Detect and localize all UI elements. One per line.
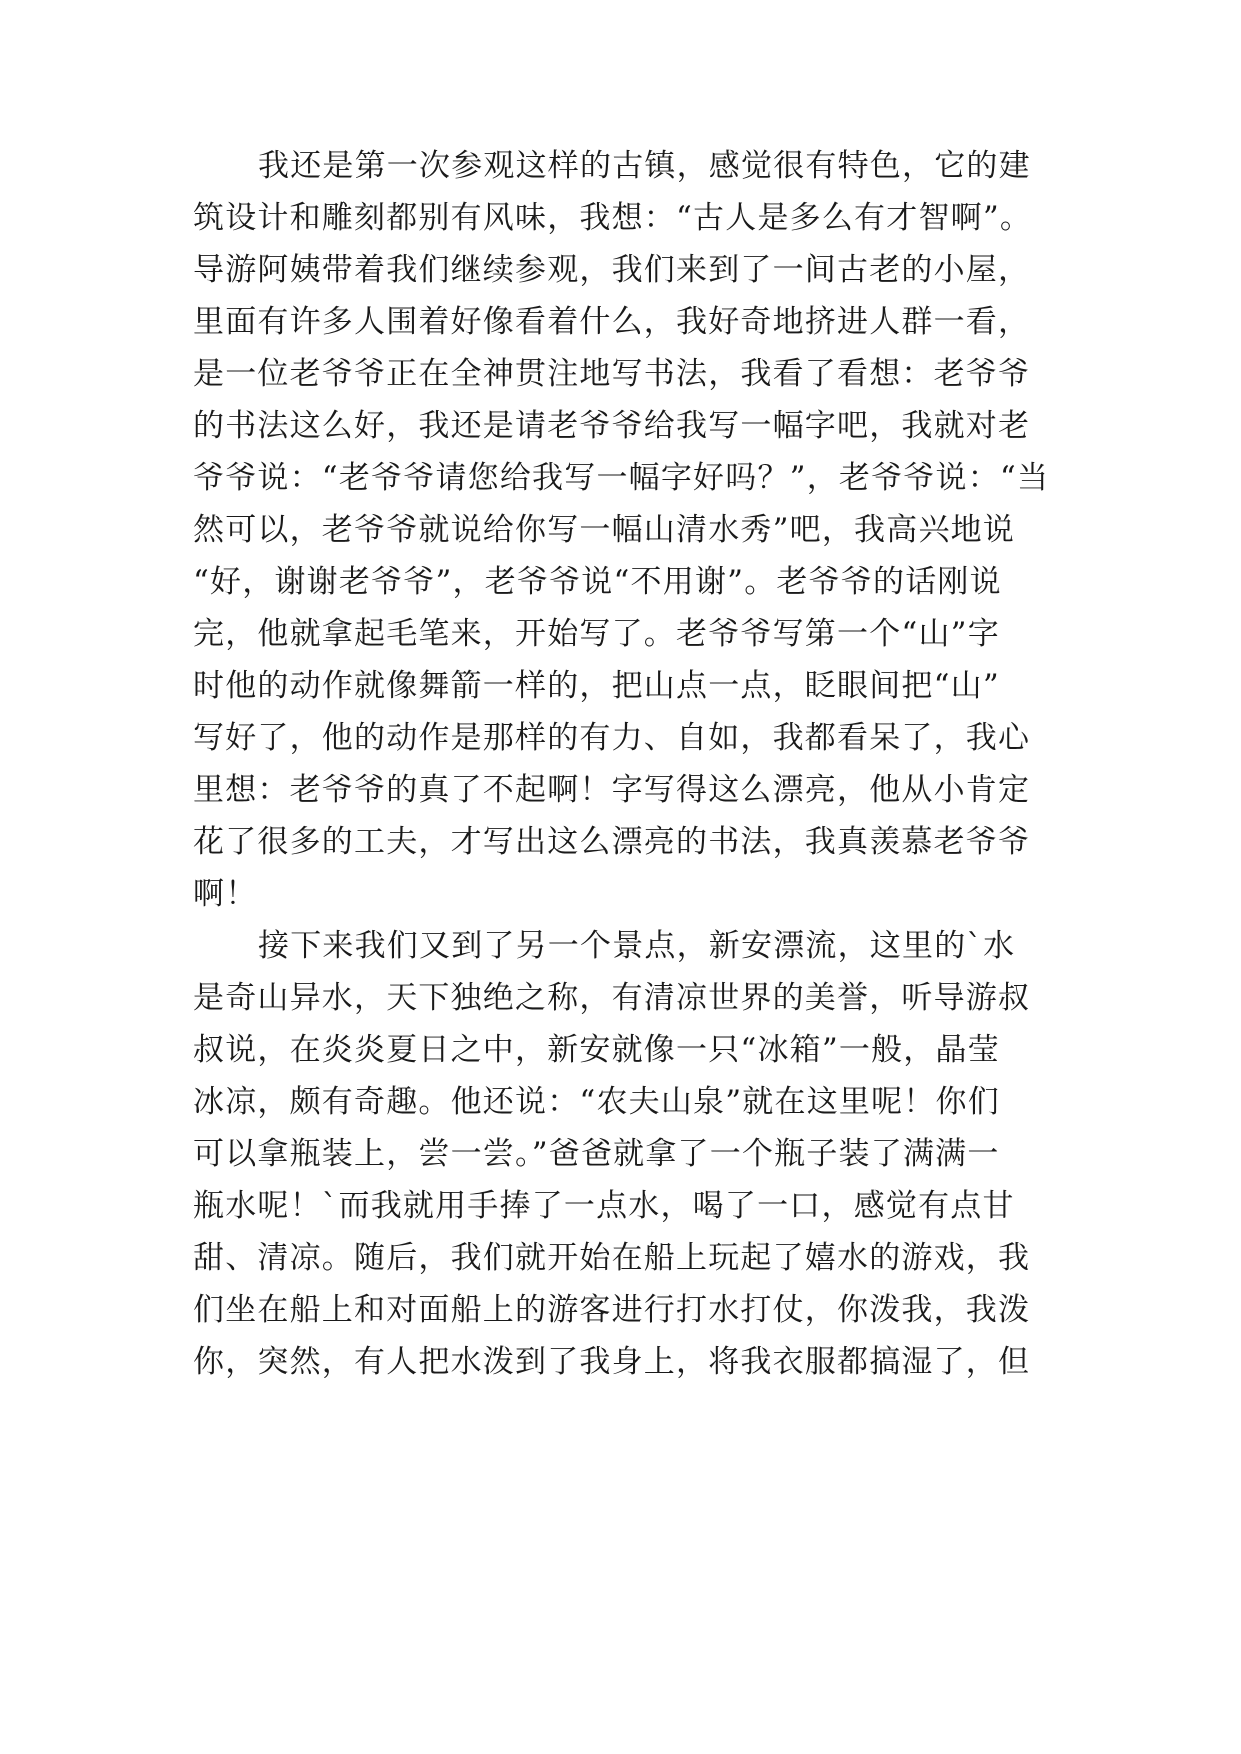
text-line: 可以拿瓶装上，尝一尝。”爸爸就拿了一个瓶子装了满满一 bbox=[193, 1136, 1000, 1172]
text-line: 叔说，在炎炎夏日之中，新安就像一只“冰箱”一般，晶莹 bbox=[193, 1032, 1000, 1068]
text-line: 是一位老爷爷正在全神贯注地写书法，我看了看想：老爷爷 bbox=[193, 356, 1031, 392]
text-line: 完，他就拿起毛笔来，开始写了。老爷爷写第一个“山”字 bbox=[193, 616, 1000, 652]
text-line: 的书法这么好，我还是请老爷爷给我写一幅字吧，我就对老 bbox=[193, 408, 1031, 444]
text-line: 里面有许多人围着好像看着什么，我好奇地挤进人群一看， bbox=[193, 304, 1031, 340]
text-line: 花了很多的工夫，才写出这么漂亮的书法，我真羡慕老爷爷 bbox=[193, 824, 1031, 860]
text-line: 啊！ bbox=[193, 876, 258, 912]
text-line: 接下来我们又到了另一个景点，新安漂流，这里的`水 bbox=[258, 928, 1016, 964]
text-line: 甜、清凉。随后，我们就开始在船上玩起了嬉水的游戏，我 bbox=[193, 1240, 1031, 1276]
text-line: 导游阿姨带着我们继续参观，我们来到了一间古老的小屋， bbox=[193, 252, 1031, 288]
text-line: 写好了，他的动作是那样的有力、自如，我都看呆了，我心 bbox=[193, 720, 1031, 756]
text-line: 时他的动作就像舞箭一样的，把山点一点，眨眼间把“山” bbox=[193, 668, 1000, 704]
text-line: 筑设计和雕刻都别有风味，我想：“古人是多么有才智啊”。 bbox=[193, 200, 1033, 236]
text-line: 里想：老爷爷的真了不起啊！字写得这么漂亮，他从小肯定 bbox=[193, 772, 1031, 808]
text-line: 冰凉，颇有奇趣。他还说：“农夫山泉”就在这里呢！你们 bbox=[193, 1084, 1000, 1120]
text-line: 是奇山异水，天下独绝之称，有清凉世界的美誉，听导游叔 bbox=[193, 980, 1031, 1016]
text-line: 然可以，老爷爷就说给你写一幅山清水秀”吧，我高兴地说 bbox=[193, 512, 1016, 548]
text-line: 爷爷说：“老爷爷请您给我写一幅字好吗？”，老爷爷说：“当 bbox=[193, 460, 1050, 496]
text-line: 瓶水呢！`而我就用手捧了一点水，喝了一口，感觉有点甘 bbox=[193, 1188, 1015, 1224]
text-line: 我还是第一次参观这样的古镇，感觉很有特色，它的建 bbox=[258, 148, 1031, 184]
text-line: 们坐在船上和对面船上的游客进行打水打仗，你泼我，我泼 bbox=[193, 1292, 1031, 1328]
text-line: 你，突然，有人把水泼到了我身上，将我衣服都搞湿了，但 bbox=[193, 1344, 1031, 1380]
text-line: “好，谢谢老爷爷”，老爷爷说“不用谢”。老爷爷的话刚说 bbox=[193, 564, 1002, 600]
